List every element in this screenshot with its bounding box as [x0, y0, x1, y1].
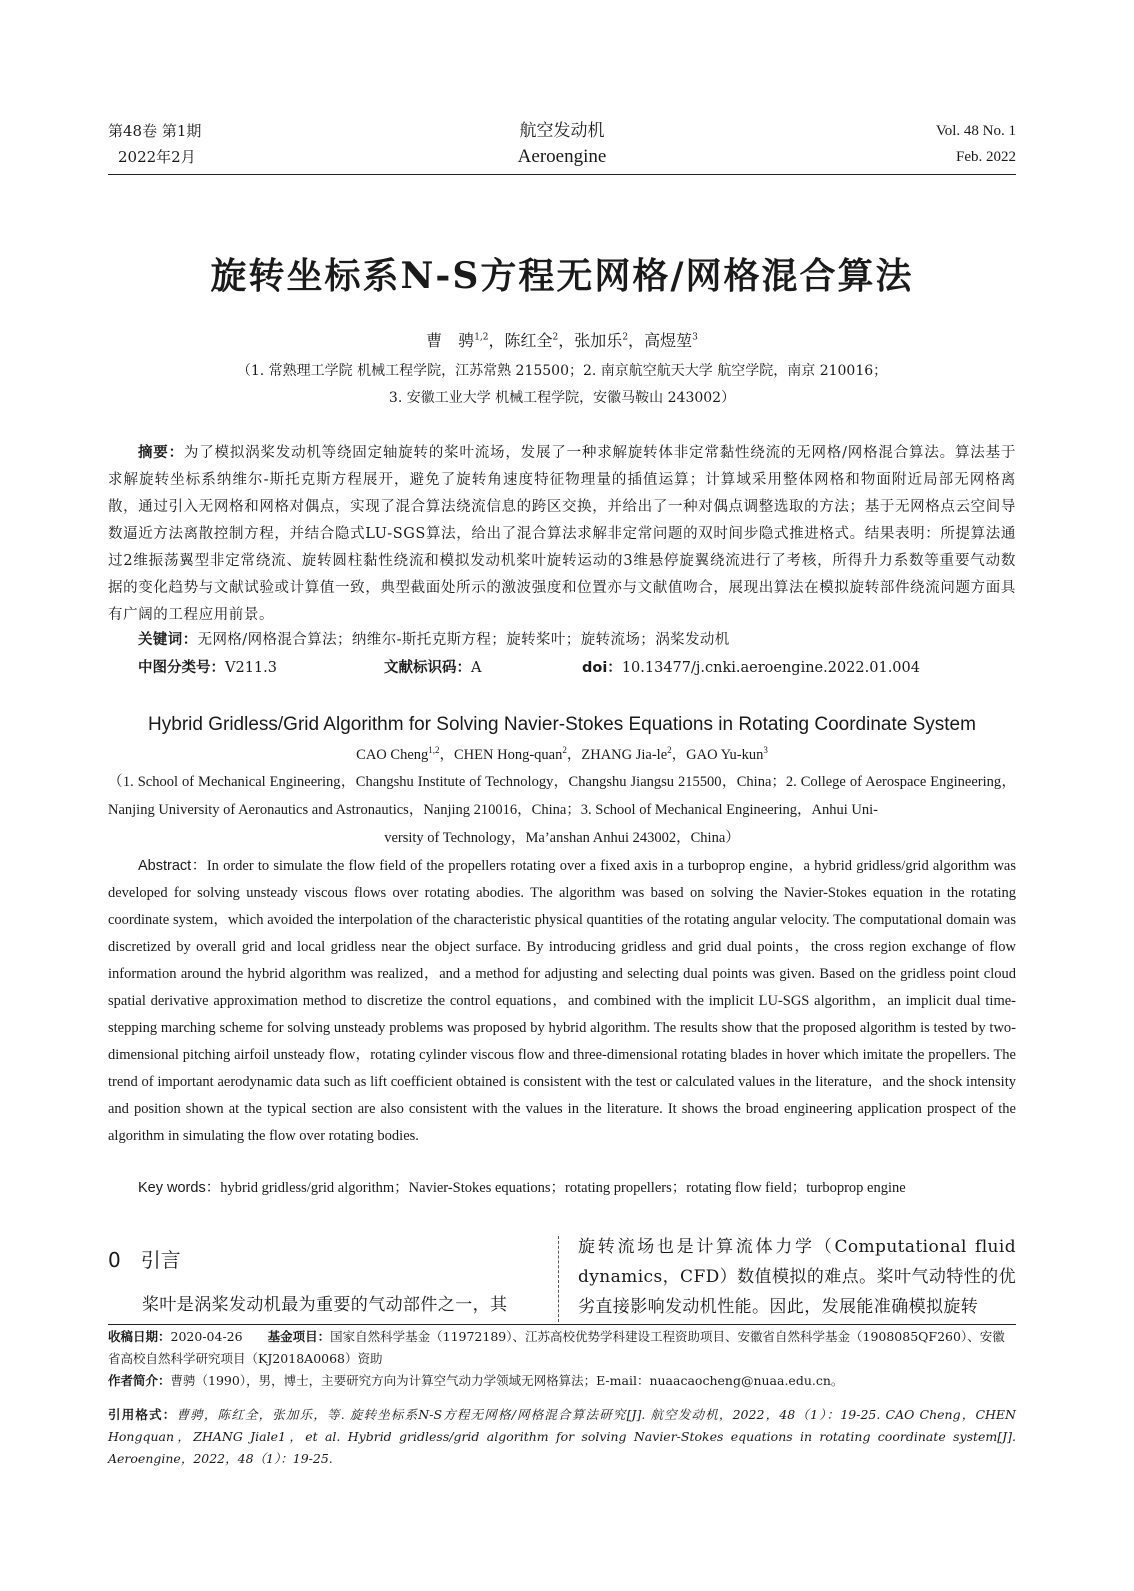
volume-issue-en: Vol. 48 No. 1	[935, 123, 1016, 139]
funding-label: 基金项目：	[267, 1329, 331, 1344]
author-bio-label: 作者简介：	[108, 1373, 171, 1388]
column-divider	[558, 1236, 559, 1322]
footnote	[108, 1326, 1016, 1392]
doi-label: doi：	[582, 660, 622, 676]
body-text-left: 桨叶是涡桨发动机最为重要的气动部件之一，其	[142, 1295, 508, 1315]
paper-title-en: Hybrid Gridless/Grid Algorithm for Solving Navier-Stokes Equations in Rotating Coordinate System	[148, 714, 976, 735]
received-date-value: 2020-04-26	[170, 1329, 243, 1344]
citation-format	[108, 1404, 1016, 1470]
affiliation-en-text: （1. School of Mechanical Engineering，Changshu Institute of Technology，Changshu Jiangsu 215500，China；2. College of Aerospace Engineering，Nanjing University of Aeronautics and Astronautics，Nanjing 210016，China；3. School of Mechanical Engineering，Anhui Uni-	[108, 774, 1016, 818]
affiliation-line: （1. 常熟理工学院 机械工程学院，江苏常熟 215500；2. 南京航空航天大学 航空学院，南京 210016；	[236, 363, 888, 379]
author-affil-mark: 3	[692, 332, 698, 343]
issue-info-en	[936, 118, 1016, 170]
author-bio-value: 曹骋（1990），男，博士，主要研究方向为计算空气动力学领域无网格算法；E-mail：nuaacaocheng@nuaa.edu.cn。	[170, 1373, 844, 1388]
keywords-en	[138, 1176, 906, 1197]
abstract-cn	[108, 440, 1016, 629]
affiliations-cn	[108, 358, 1016, 412]
affiliation-en-last: versity of Technology，Ma’anshan Anhui 243002，China）	[384, 830, 740, 846]
footnote-author	[108, 1370, 1016, 1392]
abstract-cn-label: 摘要：	[138, 445, 184, 461]
abstract-cn-text: 为了模拟涡桨发动机等绕固定轴旋转的桨叶流场，发展了一种求解旋转体非定常黏性绕流的无网格/网格混合算法。算法基于求解旋转坐标系纳维尔-斯托克斯方程展开，避免了旋转角速度特征物理量的插值运算；计算域采用整体网格和物面附近局部无网格离散，通过引入无网格和网格对偶点，实现了混合算法绕流信息的跨区交换，并给出了一种对偶点调整选取的方法；基于无网格点云空间导数逼近方法离散控制方程，并结合隐式LU-SGS算法，给出了混合算法求解非定常问题的双时间步隐式推进格式。结果表明：所提算法通过2维振荡翼型非定常绕流、旋转圆柱黏性绕流和模拟发动机桨叶旋转运动的3维悬停旋翼绕流进行了考核，所得升力系数等重要气动数据的变化趋势与文献试验或计算值一致，典型截面处所示的激波强度和位置亦与文献值吻合，展现出算法在模拟旋转部件绕流问题方面具有广阔的工程应用前景。	[108, 445, 1016, 623]
volume-issue-cn: 第48卷 第1期	[108, 122, 202, 140]
paper-title: 旋转坐标系N-S方程无网格/网格混合算法	[210, 255, 914, 297]
author-affil-mark: 2	[562, 745, 567, 756]
author-name-en: CHEN Hong-quan	[454, 747, 563, 763]
author-name: 陈红全	[504, 331, 553, 350]
author-name: 高煜堃	[644, 331, 693, 350]
clc-number	[138, 656, 277, 677]
doc-code-value: A	[471, 660, 482, 676]
author-affil-mark: 3	[763, 745, 768, 756]
abstract-en-label: Abstract：	[138, 858, 207, 874]
clc-value: V211.3	[225, 660, 277, 676]
doi	[582, 656, 920, 677]
keywords-cn	[138, 628, 730, 649]
author-name: 曹 骋	[426, 331, 475, 350]
author-affil-mark: 2	[622, 332, 629, 343]
keywords-cn-text: 无网格/网格混合算法；纳维尔-斯托克斯方程；旋转桨叶；旋转流场；涡桨发动机	[197, 632, 730, 648]
author-name-en: GAO Yu-kun	[686, 747, 764, 763]
author-list-en: CAO Cheng$^{1,2}$，CHEN Hong-quan$^2$，ZHANG Jia-$le^2$，GAO Yu-kun$^3$	[356, 745, 768, 763]
funding-value: 国家自然科学基金（11972189）、江苏高校优势学科建设工程资助项目、安徽省自然科学基金（1908085QF260）、安徽省高校自然科学研究项目（KJ2018A0068）资助	[108, 1329, 1005, 1366]
journal-name-cn: 航空发动机	[519, 121, 605, 141]
journal-name	[108, 118, 1016, 170]
footnote-funding	[108, 1326, 1016, 1370]
keywords-en-label: Key words：	[138, 1180, 221, 1196]
keywords-en-text: hybrid gridless/grid algorithm；Navier-Stokes equations；rotating propellers；rotating flow field；turboprop engine	[220, 1180, 906, 1196]
abstract-en	[108, 853, 1016, 1150]
author-name: 张加乐	[574, 331, 623, 350]
affiliation-line: 3. 安徽工业大学 机械工程学院，安徽马鞍山 243002）	[388, 390, 736, 406]
body-text-right: 旋转流场也是计算流体力学（Computational fluid dynamics，CFD）数值模拟的难点。桨叶气动特性的优劣直接影响发动机性能。因此，发展能准确模拟旋转	[578, 1237, 1016, 1317]
author-affil-mark: 1,2	[428, 745, 440, 756]
author-name-en: CAO Cheng	[356, 747, 429, 763]
doi-value: 10.13477/j.cnki.aeroengine.2022.01.004	[621, 660, 920, 676]
author-name-en: ZHANG Jia-le	[581, 747, 668, 763]
affiliations-en	[108, 768, 1016, 852]
journal-name-en: Aeroengine	[517, 146, 607, 167]
footnote-divider	[108, 1324, 1016, 1325]
citation-text: 曹骋，陈红全，张加乐，等. 旋转坐标系N-S方程无网格/网格混合算法研究[J]. 航空发动机，2022，48（1）：19-25. CAO Cheng，CHEN Hongquan，ZHANG Jiale1，et al. Hybrid gridless/grid algorithm for solving Navier-Stokes equations in rotating coordinate system[J]. Aeroengine，2022，48（1）：19-25.	[108, 1407, 1016, 1466]
keywords-cn-label: 关键词：	[138, 632, 198, 648]
author-affil-mark: 1,2	[474, 332, 489, 343]
clc-label: 中图分类号：	[138, 660, 225, 676]
doc-code-label: 文献标识码：	[384, 660, 471, 676]
abstract-en-text: In order to simulate the flow field of the propellers rotating over a fixed axis in a turboprop engine，a hybrid gridless/grid algorithm was developed for solving unsteady viscous flows over rotating abodies. The algorithm was based on solving the Navier-Stokes equation in the rotating coordinate system，which avoided the interpolation of the characteristic physical quantities of the rotating angular velocity. The computational domain was discretized by overall grid and local gridless near the object surface. By introducing gridless and grid dual points，the cross region exchange of flow information around the hybrid algorithm was realized，and a method for adjusting and selecting dual points was given. Based on the gridless point cloud spatial derivative approximation method to discretize the control equations，and combined with the implicit LU-SGS algorithm，an implicit dual time-stepping marching scheme for solving unsteady problems was proposed by hybrid algorithm. The results show that the proposed algorithm is tested by two-dimensional pitching airfoil unsteady flow，rotating cylinder viscous flow and three-dimensional rotating blades in hover which imitate the propellers. The trend of important aerodynamic data such as lift coefficient obtained is consistent with the test or calculated values in the literature，and the shock intensity and position shown at the typical section are also consistent with the values in the literature. It shows the broad engineering application prospect of the algorithm in simulating the flow over rotating bodies.	[108, 858, 1016, 1144]
author-affil-mark: 2	[667, 745, 672, 756]
document-code	[384, 656, 481, 677]
journal-header	[108, 118, 1016, 175]
section-heading: 0 引言	[108, 1248, 181, 1272]
date-en: Feb. 2022	[956, 149, 1016, 165]
author-list: 曹 骋$^{1,2}$，陈红全$^2$，张加乐$^2$，高煜堃$^3$	[426, 331, 698, 350]
citation-label: 引用格式：	[108, 1407, 177, 1422]
date-cn: 2022年2月	[118, 148, 196, 166]
author-affil-mark: 2	[552, 332, 559, 343]
received-date-label: 收稿日期：	[108, 1329, 171, 1344]
